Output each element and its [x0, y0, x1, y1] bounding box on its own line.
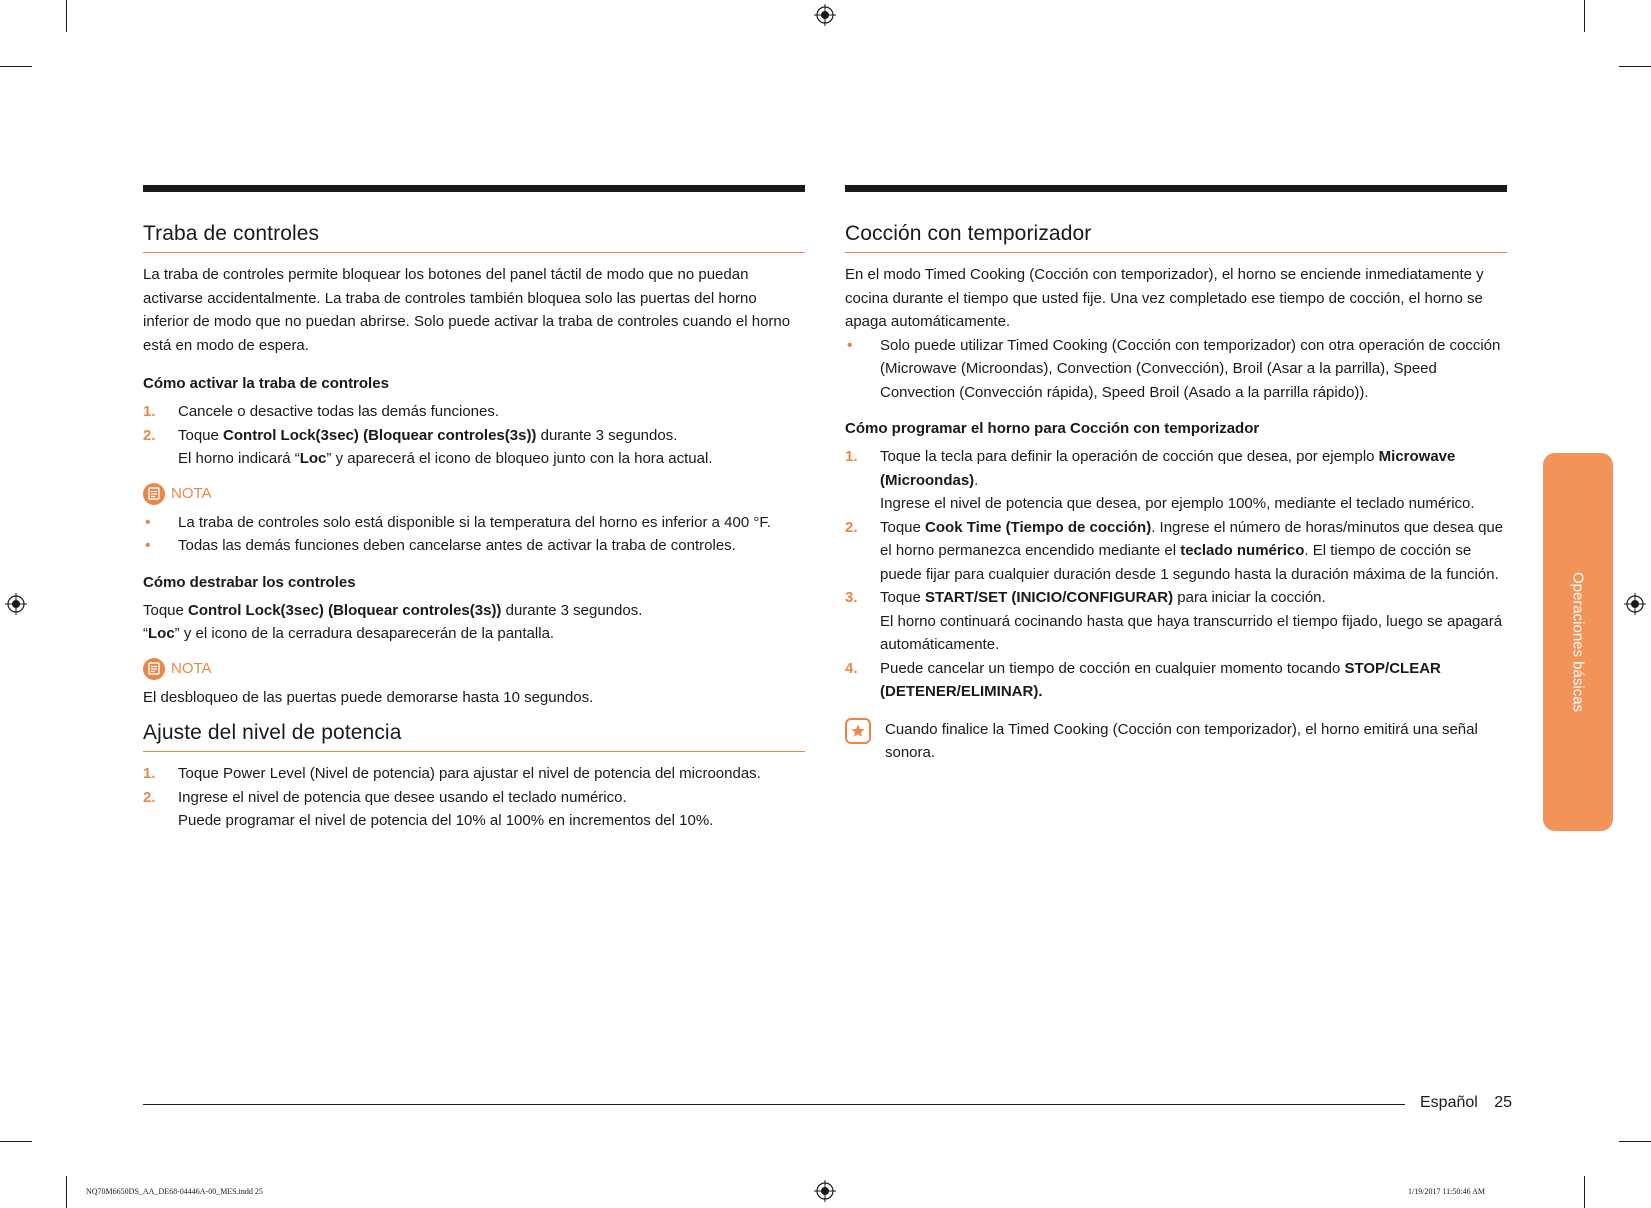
- step-number: 4.: [845, 659, 858, 677]
- step-number: 3.: [845, 589, 858, 606]
- step-text: ” y aparecerá el icono de bloqueo junto con la hora actual.: [326, 450, 713, 467]
- timed-cooking-description: En el modo Timed Cooking (Cocción con temporizador), el horno se enciende inmediatamente y cocina durante el tiempo que usted fije. Una vez completado ese tiempo de cocción, el horno se apaga automáticamente.: [845, 266, 1484, 330]
- left-column: [143, 185, 805, 845]
- step-number: 1.: [143, 403, 156, 420]
- crop-mark: [1584, 1176, 1585, 1208]
- right-column: [845, 185, 1507, 765]
- page-number: 25: [1494, 1094, 1513, 1111]
- list-item: [845, 657, 1507, 704]
- step-text: Puede cancelar un tiempo de cocción en cualquier momento tocando: [880, 659, 1345, 677]
- list-item: [845, 445, 1507, 516]
- unlock-heading: Cómo destrabar los controles: [143, 573, 356, 591]
- step-number: 2.: [845, 518, 858, 536]
- timed-cooking-bullets: [845, 334, 1507, 405]
- section-title-power-level: Ajuste del nivel de potencia: [143, 721, 805, 752]
- crop-mark: [0, 1141, 32, 1142]
- note-text: El desbloqueo de las puertas puede demorarse hasta 10 segundos.: [143, 688, 594, 706]
- unlock-text: durante 3 segundos.: [501, 601, 643, 619]
- crop-mark: [1619, 66, 1651, 67]
- step-text: durante 3 segundos.: [536, 426, 678, 444]
- registration-mark-icon: [5, 593, 27, 615]
- list-item: [845, 516, 1507, 587]
- step-text: . Ingrese el número de horas/minutos que desea que el horno permanezca encendido mediante el: [880, 518, 1504, 559]
- note-header: [143, 658, 805, 680]
- step-key-label: teclado numérico: [1180, 542, 1305, 559]
- step-number: 2.: [143, 426, 156, 444]
- activate-lock-steps: [143, 400, 805, 471]
- display-code: Loc: [299, 450, 327, 467]
- step-text: Toque: [880, 589, 926, 606]
- note-label: NOTA: [171, 485, 212, 502]
- step-key-label: Control Lock(3sec) (Bloquear controles(3s)): [223, 426, 537, 444]
- note-label: NOTA: [171, 660, 212, 677]
- tip-text: Cuando finalice la Timed Cooking (Cocción con temporizador), el horno emitirá una señal sonora.: [885, 720, 1478, 761]
- section-top-bar: [143, 185, 805, 192]
- unlock-text: Toque: [143, 601, 189, 619]
- crop-mark: [0, 66, 32, 67]
- display-code: Loc: [148, 625, 175, 642]
- crop-mark: [1619, 1141, 1651, 1142]
- imprint-timestamp: 1/19/2017 11:50:46 AM: [1408, 1187, 1486, 1196]
- step-text: Puede programar el nivel de potencia del 10% al 100% en incrementos del 10%.: [178, 812, 714, 829]
- page-footer: [1420, 1094, 1512, 1112]
- step-key-label: STOP/CLEAR (DETENER/ELIMINAR).: [880, 659, 1441, 700]
- note-icon: [143, 483, 165, 505]
- footer-rule: [143, 1104, 1405, 1105]
- list-item: [845, 586, 1507, 657]
- note-icon: [143, 658, 165, 680]
- step-number: 2.: [143, 788, 156, 806]
- step-text: . El tiempo de cocción se puede fijar para cualquier duración desde 1 segundo hasta la duración máxima de la función.: [880, 542, 1499, 583]
- step-text: Toque: [178, 426, 224, 444]
- list-item: [143, 424, 805, 471]
- step-text: Toque Power Level (Nivel de potencia) para ajustar el nivel de potencia del microondas.: [178, 765, 761, 782]
- star-icon: [845, 718, 871, 744]
- list-item: [143, 786, 805, 833]
- step-text: Toque: [880, 518, 926, 536]
- step-text: Toque la tecla para definir la operación de cocción que desea, por ejemplo: [880, 448, 1379, 465]
- chapter-tab-label: Operaciones básicas: [1569, 571, 1587, 713]
- crop-mark: [66, 1176, 67, 1208]
- registration-mark-icon: [814, 4, 836, 26]
- step-text: para iniciar la cocción.: [1173, 589, 1326, 606]
- step-number: 1.: [143, 765, 156, 782]
- power-level-steps: [143, 762, 805, 833]
- section-title-timed-cooking: Cocción con temporizador: [845, 222, 1507, 253]
- unlock-instruction: [143, 599, 805, 623]
- tip-box: [845, 718, 1507, 765]
- activate-lock-heading: Cómo activar la traba de controles: [143, 375, 389, 392]
- note-header: [143, 483, 805, 505]
- list-item: • Todas las demás funciones deben cancelarse antes de activar la traba de controles.: [143, 534, 805, 558]
- crop-mark: [1584, 0, 1585, 32]
- step-key-label: Cook Time (Tiempo de cocción): [925, 518, 1152, 536]
- unlock-text: “: [143, 625, 148, 642]
- crop-mark: [66, 0, 67, 32]
- note-bullets: [143, 511, 805, 558]
- step-text: Ingrese el nivel de potencia que desea, por ejemplo 100%, mediante el teclado numérico.: [880, 495, 1475, 512]
- unlock-result: [143, 622, 805, 646]
- imprint-filename: NQ70M6650DS_AA_DE68-04446A-00_MES.indd 25: [86, 1187, 263, 1196]
- step-text: El horno continuará cocinando hasta que haya transcurrido el tiempo fijado, luego se apagará automáticamente.: [880, 612, 1503, 653]
- chapter-tab: [1543, 453, 1613, 831]
- control-lock-description: La traba de controles permite bloquear los botones del panel táctil de modo que no puedan activarse accidentalmente. La traba de controles también bloquea solo las puertas del horno inferior de modo que no puedan abrirse. Solo puede activar la traba de controles cuando el horno está en modo de espera.: [143, 266, 791, 354]
- list-item: [143, 400, 805, 424]
- timed-cooking-steps: [845, 445, 1507, 704]
- unlock-text: ” y el icono de la cerradura desaparecerán de la pantalla.: [174, 625, 555, 642]
- step-text: Cancele o desactive todas las demás funciones.: [178, 403, 500, 420]
- list-item: • La traba de controles solo está disponible si la temperatura del horno es inferior a 400 °F.: [143, 511, 805, 535]
- footer-language: Español: [1420, 1094, 1478, 1111]
- section-title-control-lock: Traba de controles: [143, 222, 805, 253]
- step-key-label: START/SET (INICIO/CONFIGURAR): [925, 589, 1174, 606]
- registration-mark-icon: [814, 1180, 836, 1202]
- list-item: • Solo puede utilizar Timed Cooking (Cocción con temporizador) con otra operación de cocción (Microwave (Microondas), Convection (Convección), Broil (Asar a la parrilla), Speed Convection (Convección rápida), Speed Broil (Asado a la parrilla rápido)).: [845, 334, 1507, 405]
- section-top-bar: [845, 185, 1507, 192]
- program-heading: Cómo programar el horno para Cocción con temporizador: [845, 420, 1260, 437]
- step-text: El horno indicará “: [178, 450, 300, 467]
- list-item: [143, 762, 805, 786]
- step-key-label: Microwave (Microondas): [880, 448, 1456, 489]
- step-text: Ingrese el nivel de potencia que desee usando el teclado numérico.: [178, 788, 627, 806]
- registration-mark-icon: [1624, 593, 1646, 615]
- step-text: .: [974, 471, 979, 489]
- unlock-key-label: Control Lock(3sec) (Bloquear controles(3s)): [188, 601, 502, 619]
- step-number: 1.: [845, 448, 858, 465]
